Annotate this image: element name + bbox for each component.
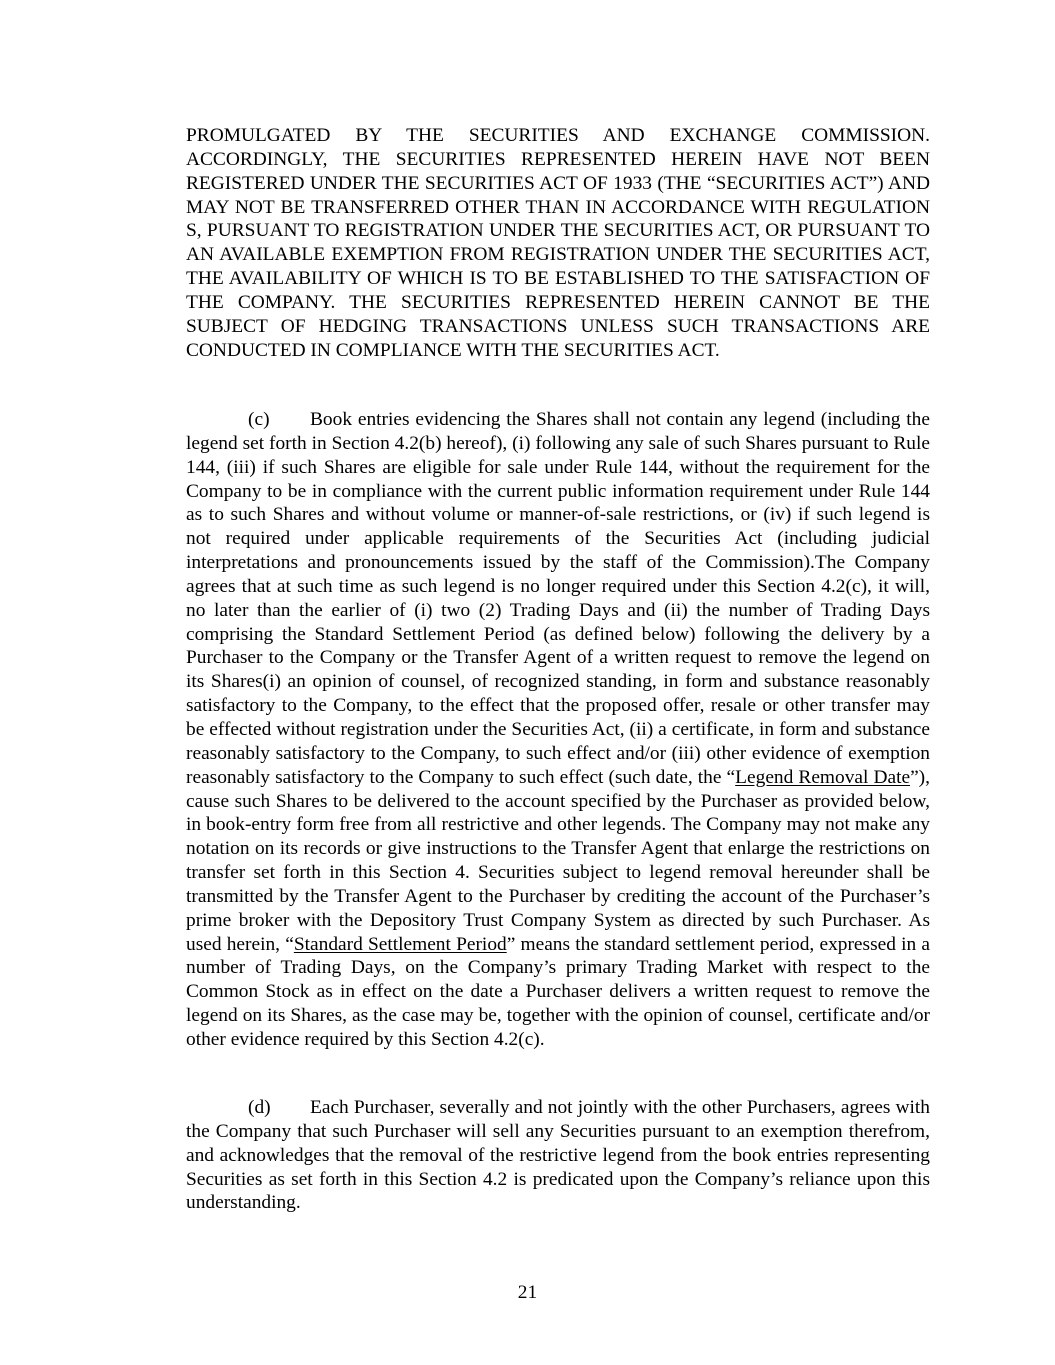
paragraph-d-text: Each Purchaser, severally and not jointly with the other Purchasers, agrees with the Company that such Purchaser will sell any Securities pursuant to an exemption therefrom, and acknowledges that the removal of the restrictive legend from the book entries representing Securities as set forth in this Section 4.2 is predicated upon the Company’s reliance upon this understanding.	[186, 1097, 930, 1214]
paragraph-d	[186, 1096, 930, 1215]
defined-term-legend-removal-date: Legend Removal Date	[735, 766, 911, 788]
paragraph-c-text-3: ” means the standard settlement period, expressed in a number of Trading Days, on the Company’s primary Trading Market with respect to the Common Stock as in effect on the date a Purchaser delivers a written request to remove the legend on its Shares, as the case may be, together with the opinion of counsel, certificate and/or other evidence required by this Section 4.2(c).	[186, 933, 930, 1050]
paragraph-c-text-1: Book entries evidencing the Shares shall not contain any legend (including the legend set forth in Section 4.2(b) hereof), (i) following any sale of such Shares pursuant to Rule 144, (iii) if such Shares are eligible for sale under Rule 144, without the requirement for the Company to be in compliance with the current public information requirement under Rule 144 as to such Shares and without volume or manner-of-sale restrictions, or (iv) if such legend is not required under applicable requirements of the Securities Act (including judicial interpretations and pronouncements issued by the staff of the Commission).The Company agrees that at such time as such legend is no longer required under this Section 4.2(c), it will, no later than the earlier of (i) two (2) Trading Days and (ii) the number of Trading Days comprising the Standard Settlement Period (as defined below) following the delivery by a Purchaser to the Company or the Transfer Agent of a written request to remove the legend on its Shares(i) an opinion of counsel, of recognized standing, in form and substance reasonably satisfactory to the Company, to the effect that the proposed offer, resale or other transfer may be effected without registration under the Securities Act, (ii) a certificate, in form and substance reasonably satisfactory to the Company, to such effect and/or (iii) other evidence of exemption reasonably satisfactory to the Company to such effect (such date, the “	[186, 409, 930, 788]
defined-term-standard-settlement-period: Standard Settlement Period	[293, 933, 507, 955]
paragraph-c	[186, 408, 930, 1052]
page-number: 21	[517, 1282, 538, 1303]
paragraph-d-label: (d)	[248, 1097, 271, 1118]
paragraph-c-text-2: ”), cause such Shares to be delivered to the account specified by the Purchaser as provided below, in book-entry form free from all restrictive and other legends. The Company may not make any notation on its records or give instructions to the Transfer Agent that enlarge the restrictions on transfer set forth in this Section 4. Securities subject to legend removal hereunder shall be transmitted by the Transfer Agent to the Purchaser by crediting the account of the Purchaser’s prime broker with the Depository Trust Company System as directed by such Purchaser. As used herein, “	[186, 766, 930, 955]
paragraph-c-label: (c)	[248, 409, 270, 430]
securities-legend-text: PROMULGATED BY THE SECURITIES AND EXCHANGE COMMISSION. ACCORDINGLY, THE SECURITIES REPRESENTED HEREIN HAVE NOT BEEN REGISTERED UNDER THE SECURITIES ACT OF 1933 (THE “SECURITIES ACT”) AND MAY NOT BE TRANSFERRED OTHER THAN IN ACCORDANCE WITH REGULATION S, PURSUANT TO REGISTRATION UNDER THE SECURITIES ACT, OR PURSUANT TO AN AVAILABLE EXEMPTION FROM REGISTRATION UNDER THE SECURITIES ACT, THE AVAILABILITY OF WHICH IS TO BE ESTABLISHED TO THE SATISFACTION OF THE COMPANY. THE SECURITIES REPRESENTED HEREIN CANNOT BE THE SUBJECT OF HEDGING TRANSACTIONS UNLESS SUCH TRANSACTIONS ARE CONDUCTED IN COMPLIANCE WITH THE SECURITIES ACT.	[186, 125, 930, 361]
